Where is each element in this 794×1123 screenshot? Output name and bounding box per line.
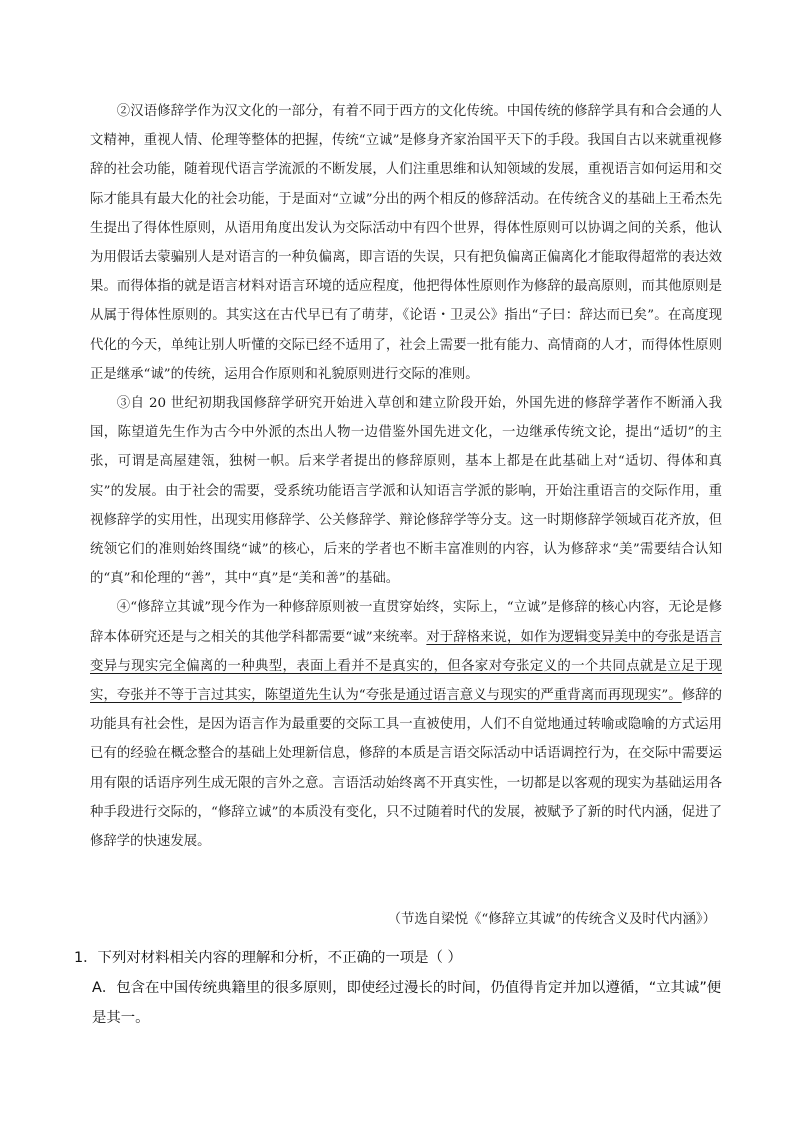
paragraph-2: ②汉语修辞学作为汉文化的一部分，有着不同于西方的文化传统。中国传统的修辞学具有和合会通的人文精神，重视人情、伦理等整体的把握，传统“立诚”是修身齐家治国平天下的手段。我国自古以来就重视修辞的社会功能，随着现代语言学流派的不断发展，人们注重思维和认知领域的发展，重视语言如何运用和交际才能具有最大化的社会功能，于是面对“立诚”分出的两个相反的修辞活动。在传统含义的基础上王希杰先生提出了得体性原则，从语用角度出发认为交际活动中有四个世界，得体性原则可以协调之间的关系，他认为用假话去蒙骗别人是对语言的一种负偏离，即言语的失误，只有把负偏离正偏离化才能取得超常的表达效果。而得体指的就是语言材料对语言环境的适应程度，他把得体性原则作为修辞的最高原则，而其他原则是从属于得体性原则的。其实这在古代早已有了萌芽，《论语・卫灵公》指出“子曰：辞达而已矣”。在高度现代化的今天，单纯让别人听懂的交际已经不适用了，社会上需要一批有能力、高情商的人才，而得体性原则正是继承“诚”的传统，运用合作原则和礼貌原则进行交际的准则。 [90,104,722,382]
reading-passage [90,97,722,856]
option-a: A．包含在中国传统典籍里的很多原则，即使经过漫长的时间，仍值得肯定并加以遵循，“立其诚”便是其一。 [92,980,722,1026]
question-1 [74,943,722,1033]
paragraph-4 [90,593,722,856]
paragraph-3: ③自 20 世纪初期我国修辞学研究开始进入草创和建立阶段开始，外国先进的修辞学著作不断涌入我国，陈望道先生作为古今中外派的杰出人物一边借鉴外国先进文化，一边继承传统文论，提出“适切”的主张，可谓是高屋建瓴，独树一帜。后来学者提出的修辞原则，基本上都是在此基础上对“适切、得体和真实”的发展。由于社会的需要，受系统功能语言学派和认知语言学派的影响，开始注重语言的交际作用，重视修辞学的实用性，出现实用修辞学、公关修辞学、辩论修辞学等分支。这一时期修辞学领域百花齐放，但统领它们的准则始终围绕“诚”的核心，后来的学者也不断丰富准则的内容，认为修辞求“美”需要结合认知的“真”和伦理的“善”，其中“真”是“美和善”的基础。 [90,396,722,587]
underlined-passage: 对于辞格来说，如作为逻辑变异美中的夸张是语言变异与现实完全偏离的一种典型，表面上看并不是真实的，但各家对夸张定义的一个共同点就是立足于现实，夸张并不等于言过其实，陈望道先生认为“夸张是通过语言意义与现实的严重背离而再现现实”。 [90,629,722,704]
paragraph-4-tail: 修辞的功能具有社会性，是因为语言作为最重要的交际工具一直被使用，人们不自觉地通过转喻或隐喻的方式运用已有的经验在概念整合的基础上处理新信息，修辞的本质是言语交际活动中话语调控行为，在交际中需要运用有限的话语序列生成无限的言外之意。言语活动始终离不开真实性，一切都是以客观的现实为基础运用各种手段进行交际的，“修辞立诚”的本质没有变化，只不过随着时代的发展，被赋予了新的时代内涵，促进了修辞学的快速发展。 [90,688,722,850]
paragraph-4-lead: ④“修辞立其诚”现今作为一种修辞原则被一直贯穿始终，实际上，“立诚”是修辞的核心内容，无论是修辞本体研究还是与之相关的其他学科都需要“诚”来统率。 [90,600,722,645]
question-stem: 1．下列对材料相关内容的理解和分析，不正确的一项是（ ） [74,950,462,966]
source-citation: （节选自梁悦《“修辞立其诚”的传统含义及时代内涵》） [387,912,716,927]
